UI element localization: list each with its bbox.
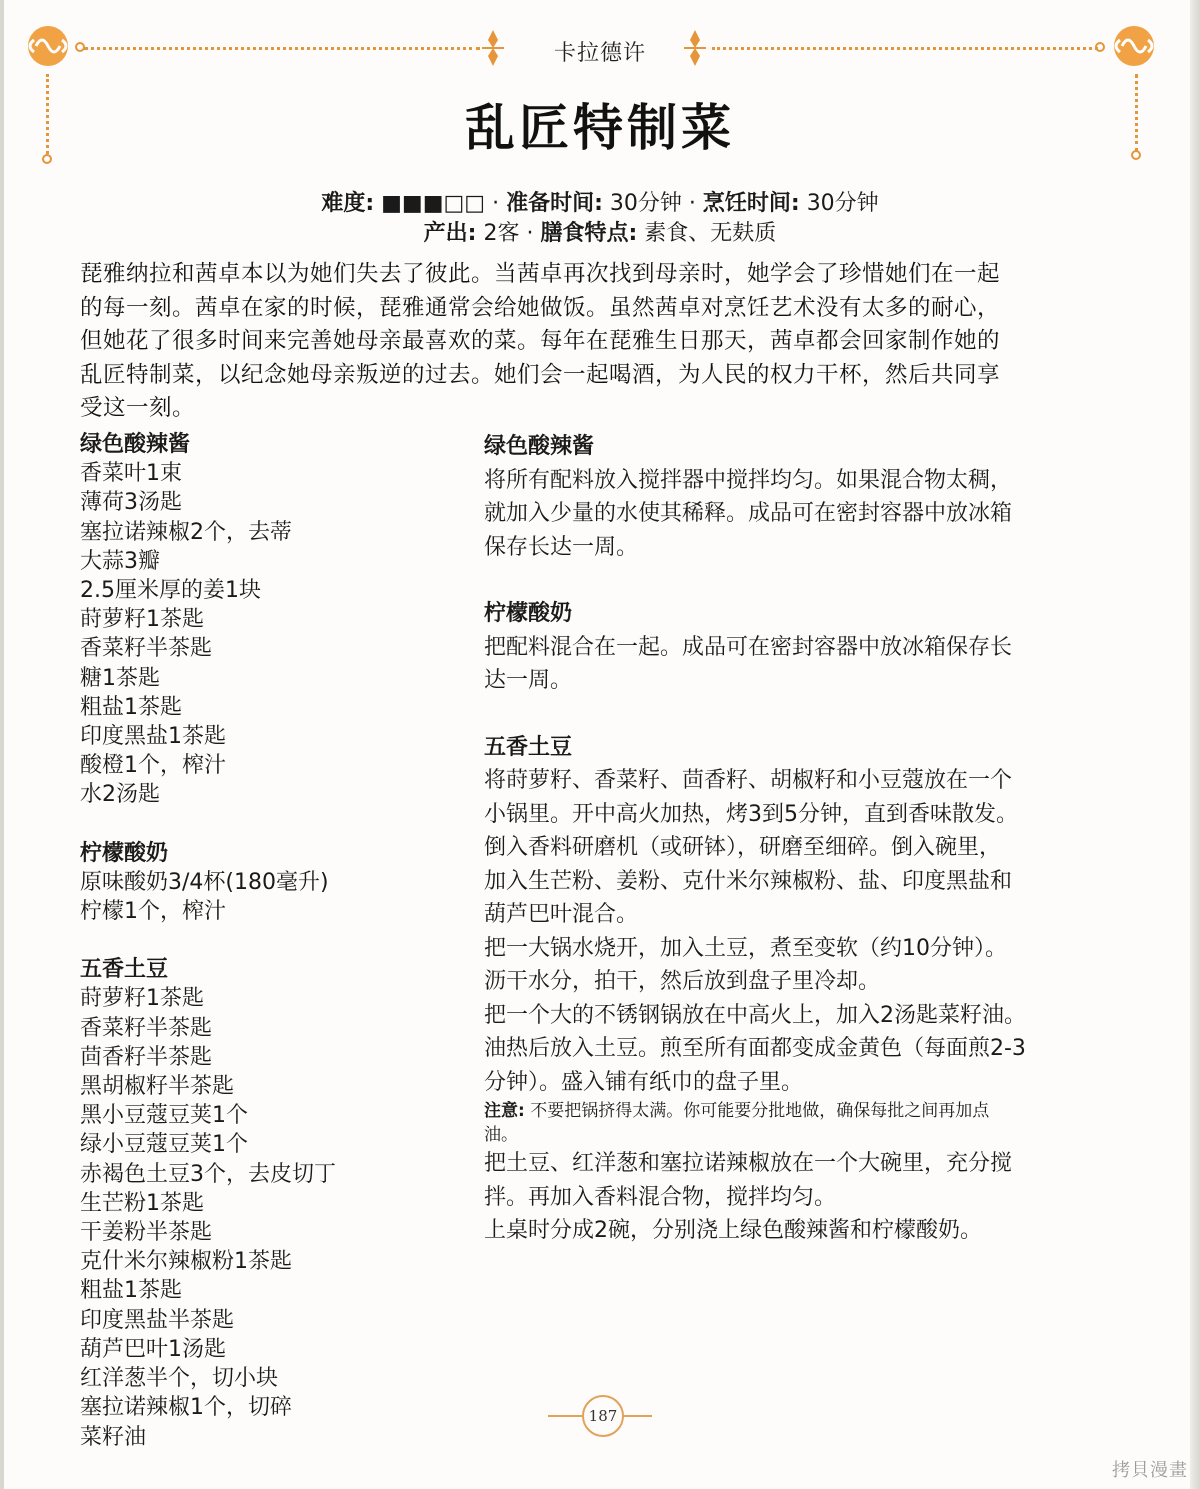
difficulty-value: ■■■□□ — [381, 191, 486, 216]
yield-label: 产出: — [423, 221, 477, 246]
prep-label: 准备时间: — [506, 191, 603, 216]
chapter-title: 卡拉德许 — [553, 41, 646, 66]
header-line-left — [84, 47, 480, 50]
step-line: 倒入香料研磨机（或研钵），研磨至细碎。倒入碗里， — [484, 835, 1002, 860]
step-line: 将所有配料放入搅拌器中搅拌均匀。如果混合物太稠， — [484, 467, 1013, 493]
meta-line-1 — [0, 186, 1200, 217]
diet-label: 膳食特点: — [540, 221, 638, 246]
ingredient-item: 糖1茶匙 — [80, 665, 160, 691]
ingredient-item: 香菜籽半茶匙 — [80, 1015, 213, 1041]
step-line: 加入生芒粉、姜粉、克什米尔辣椒粉、盐、印度黑盐和 — [484, 868, 1013, 894]
ingredient-item: 香菜叶1束 — [80, 461, 182, 487]
note-label: 注意: — [484, 1101, 525, 1121]
step-line: 达一周。 — [484, 668, 573, 693]
step-line: 油热后放入土豆。煎至所有面都变成金黄色（每面煎2-3 — [484, 1036, 1026, 1061]
ingredient-item: 香菜籽半茶匙 — [80, 636, 213, 662]
ingredient-item: 粗盐1茶匙 — [80, 1278, 182, 1304]
ingredient-item: 克什米尔辣椒粉1茶匙 — [80, 1249, 292, 1275]
right-ornament-icon — [1094, 22, 1164, 72]
ingredients-column — [80, 430, 470, 1452]
intro-line: 琵雅纳拉和茜卓本以为她们失去了彼此。当茜卓再次找到母亲时，她学会了珍惜她们在一起 — [80, 261, 1001, 287]
difficulty-label: 难度: — [321, 191, 375, 216]
ingredient-item: 柠檬1个，榨汁 — [80, 899, 226, 925]
ingredient-item: 红洋葱半个，切小块 — [80, 1366, 279, 1392]
ingredient-item: 塞拉诺辣椒2个，去蒂 — [80, 519, 292, 545]
page-number-line-left — [548, 1415, 582, 1417]
ingredient-item: 绿小豆蔻豆荚1个 — [80, 1132, 248, 1158]
ingredient-item: 大蒜3瓣 — [80, 548, 160, 574]
cooking-note — [484, 1099, 1124, 1147]
diet-value: 素食、无麸质 — [644, 221, 777, 246]
separator: · — [688, 191, 696, 216]
ingredient-item: 赤褐色土豆3个，去皮切丁 — [80, 1161, 336, 1187]
ingredient-item: 粗盐1茶匙 — [80, 694, 182, 720]
note-text: 不要把锅挤得太满。你可能要分批地做，确保每批之间再加点 — [530, 1101, 990, 1121]
intro-line: 但她花了很多时间来完善她母亲最喜欢的菜。每年在琵雅生日那天，茜卓都会回家制作她的 — [80, 328, 1001, 354]
intro-paragraph — [80, 258, 1120, 426]
cook-label: 烹饪时间: — [702, 191, 800, 216]
page-number: 187 — [582, 1395, 624, 1437]
step-line: 把土豆、红洋葱和塞拉诺辣椒放在一个大碗里，充分搅 — [484, 1151, 1013, 1176]
left-ornament-icon — [16, 22, 86, 72]
step-line: 将莳萝籽、香菜籽、茴香籽、胡椒籽和小豆蔻放在一个 — [484, 768, 1013, 793]
header-line-right — [712, 47, 1098, 50]
ingredient-item: 2.5厘米厚的姜1块 — [80, 578, 261, 604]
ingredients-lemon-yogurt-title: 柠檬酸奶 — [80, 840, 169, 866]
step-line: 上桌时分成2碗，分别浇上绿色酸辣酱和柠檬酸奶。 — [484, 1218, 982, 1243]
separator: · — [492, 191, 500, 216]
step-line: 分钟）。盛入铺有纸巾的盘子里。 — [484, 1069, 804, 1095]
cook-value: 30分钟 — [806, 191, 879, 216]
steps-lemon-yogurt-title: 柠檬酸奶 — [484, 601, 573, 626]
ingredient-item: 茴香籽半茶匙 — [80, 1044, 213, 1070]
steps-green-chutney-title: 绿色酸辣酱 — [484, 434, 595, 459]
ingredient-item: 菜籽油 — [80, 1424, 147, 1450]
steps-spiced-potatoes-title: 五香土豆 — [484, 734, 573, 760]
page-number-badge — [548, 1394, 652, 1440]
meta-line-2 — [0, 216, 1200, 247]
ingredient-item: 印度黑盐半茶匙 — [80, 1307, 235, 1333]
step-line: 就加入少量的水使其稀释。成品可在密封容器中放冰箱 — [484, 501, 1013, 526]
ingredient-item: 酸橙1个，榨汁 — [80, 753, 226, 779]
step-line: 葫芦巴叶混合。 — [484, 902, 639, 927]
intro-line: 的每一刻。茜卓在家的时候，琵雅通常会给她做饭。虽然茜卓对烹饪艺术没有太多的耐心， — [80, 294, 1001, 321]
ingredient-item: 原味酸奶3/4杯(180毫升) — [80, 869, 329, 895]
prep-value: 30分钟 — [609, 191, 682, 216]
ingredient-item: 生芒粉1茶匙 — [80, 1190, 204, 1216]
ingredient-item: 黑胡椒籽半茶匙 — [80, 1074, 235, 1100]
intro-line: 乱匠特制菜，以纪念她母亲叛逆的过去。她们会一起喝酒，为人民的权力干杯，然后共同享 — [80, 361, 1001, 388]
recipe-title: 乱匠特制菜 — [465, 99, 735, 157]
step-line: 拌。再加入香料混合物，搅拌均匀。 — [484, 1184, 837, 1210]
step-line: 小锅里。开中高火加热，烤3到5分钟，直到香味散发。 — [484, 801, 1018, 827]
ingredient-item: 干姜粉半茶匙 — [80, 1220, 213, 1246]
ingredients-spiced-potatoes-title: 五香土豆 — [80, 957, 169, 983]
ingredient-item: 水2汤匙 — [80, 782, 160, 808]
ingredient-item: 莳萝籽1茶匙 — [80, 607, 204, 633]
steps-column — [484, 430, 1124, 1248]
note-text-2: 油。 — [484, 1125, 518, 1145]
ingredient-item: 薄荷3汤匙 — [80, 490, 182, 516]
ingredient-item: 塞拉诺辣椒1个，切碎 — [80, 1395, 292, 1421]
step-line: 把一个大的不锈钢锅放在中高火上，加入2汤匙菜籽油。 — [484, 1002, 1026, 1028]
intro-line: 受这一刻。 — [80, 395, 196, 421]
page-number-line-right — [620, 1415, 652, 1417]
step-line: 保存长达一周。 — [484, 534, 639, 560]
step-line: 把一大锅水烧开，加入土豆，煮至变软（约10分钟）。 — [484, 935, 1007, 961]
ingredient-item: 葫芦巴叶1汤匙 — [80, 1336, 226, 1362]
ingredient-item: 莳萝籽1茶匙 — [80, 986, 204, 1012]
step-line: 把配料混合在一起。成品可在密封容器中放冰箱保存长 — [484, 634, 1013, 660]
ingredient-item: 黑小豆蔻豆荚1个 — [80, 1103, 248, 1129]
separator: · — [526, 221, 534, 246]
ingredient-item: 印度黑盐1茶匙 — [80, 724, 226, 750]
step-line: 沥干水分，拍干，然后放到盘子里冷却。 — [484, 969, 881, 994]
ingredients-green-chutney-title: 绿色酸辣酱 — [80, 432, 191, 457]
watermark: 拷貝漫畫 — [1112, 1460, 1188, 1481]
yield-value: 2客 — [483, 221, 520, 246]
